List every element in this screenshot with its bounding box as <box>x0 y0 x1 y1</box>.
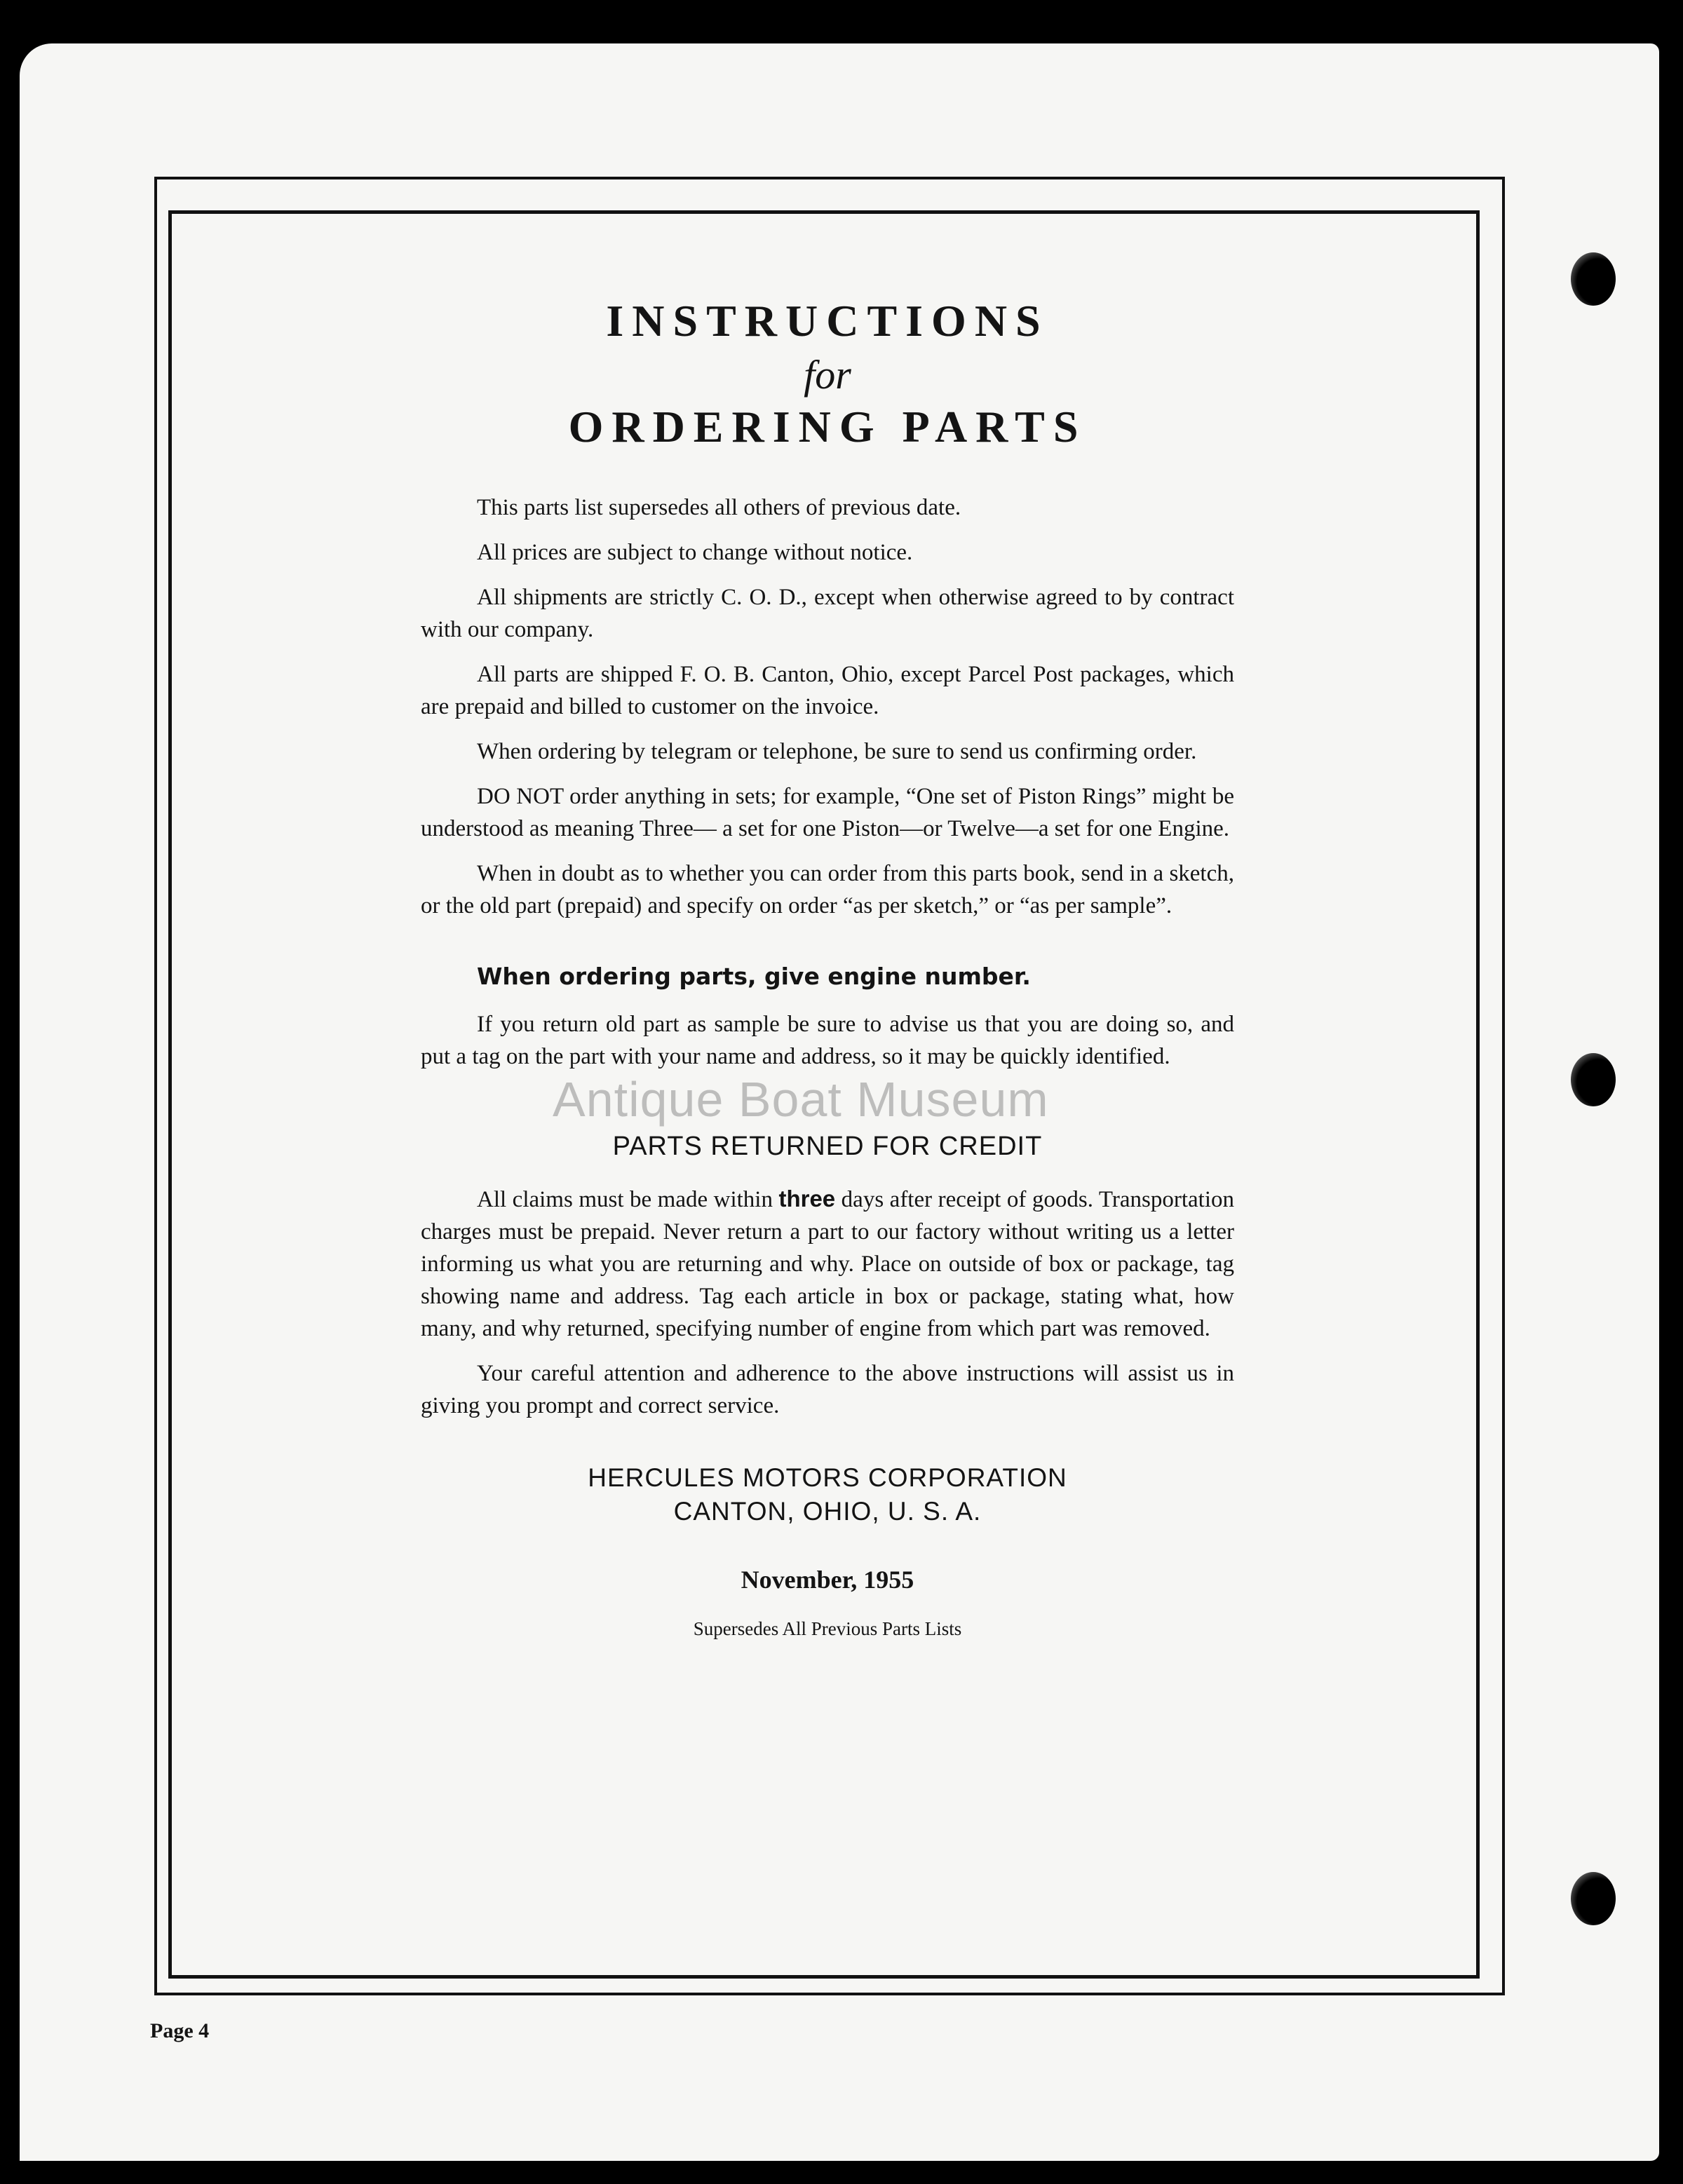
paragraph-return-sample: If you return old part as sample be sure to advise us that you are doing so, and put a tag on the part with your name and address, so it may be quickly identified. <box>421 1012 1234 1070</box>
paragraph-closing: Your careful attention and adherence to the above instructions will assist us in giving you prompt and correct service. <box>421 1361 1234 1419</box>
supersedes-note: Supersedes All Previous Parts Lists <box>693 1618 962 1640</box>
watermark-text: Antique Boat Museum <box>553 1072 1049 1127</box>
company-location: CANTON, OHIO, U. S. A. <box>673 1497 982 1526</box>
binder-hole-icon <box>1571 1053 1616 1106</box>
page-number: Page 4 <box>150 2019 210 2042</box>
page-title-line2: ORDERING PARTS <box>568 401 1087 452</box>
binder-hole-icon <box>1571 1872 1616 1925</box>
publication-date: November, 1955 <box>741 1566 914 1594</box>
page-title-for: for <box>804 351 851 398</box>
page-content <box>421 294 1234 1640</box>
engine-number-notice: When ordering parts, give engine number. <box>477 963 1031 991</box>
paragraph-fob: All parts are shipped F. O. B. Canton, Ohio, except Parcel Post packages, which are prepaid and billed to customer on the invoice. <box>421 662 1234 720</box>
paragraph-shipments: All shipments are strictly C. O. D., except when otherwise agreed to by contract with our company. <box>421 585 1234 643</box>
company-block <box>421 1461 1234 1528</box>
company-name: HERCULES MOTORS CORPORATION <box>588 1463 1067 1493</box>
paragraph-prices: All prices are subject to change without notice. <box>477 540 913 566</box>
claims-text-start: All claims must be made within <box>477 1187 779 1213</box>
claims-text-end: days after receipt of goods. Transportation charges must be prepaid. Never return a part to our factory without writing us a letter informing us what you are returning and why. Place on outside of box or package, tag showing name and address. Tag each article in box or package, stating what, how many, and why returned, specifying number of engine from which part was removed. <box>421 1187 1234 1342</box>
paragraph-telegram: When ordering by telegram or telephone, be sure to send us confirming order. <box>477 739 1197 765</box>
claims-three-days: three <box>778 1186 836 1212</box>
page-title-line1: INSTRUCTIONS <box>606 296 1049 346</box>
binder-hole-icon <box>1571 252 1616 306</box>
credit-section-heading: PARTS RETURNED FOR CREDIT <box>612 1132 1043 1162</box>
paragraph-claims <box>421 1183 1234 1345</box>
paragraph-sets: DO NOT order anything in sets; for example, “One set of Piston Rings” might be understood as meaning Three— a set for one Piston—or Twelve—a set for one Engine. <box>421 784 1234 842</box>
paragraph-supersedes: This parts list supersedes all others of previous date. <box>477 495 961 521</box>
paragraph-doubt: When in doubt as to whether you can order from this parts book, send in a sketch, or the old part (prepaid) and specify on order “as per sketch,” or “as per sample”. <box>421 861 1234 919</box>
